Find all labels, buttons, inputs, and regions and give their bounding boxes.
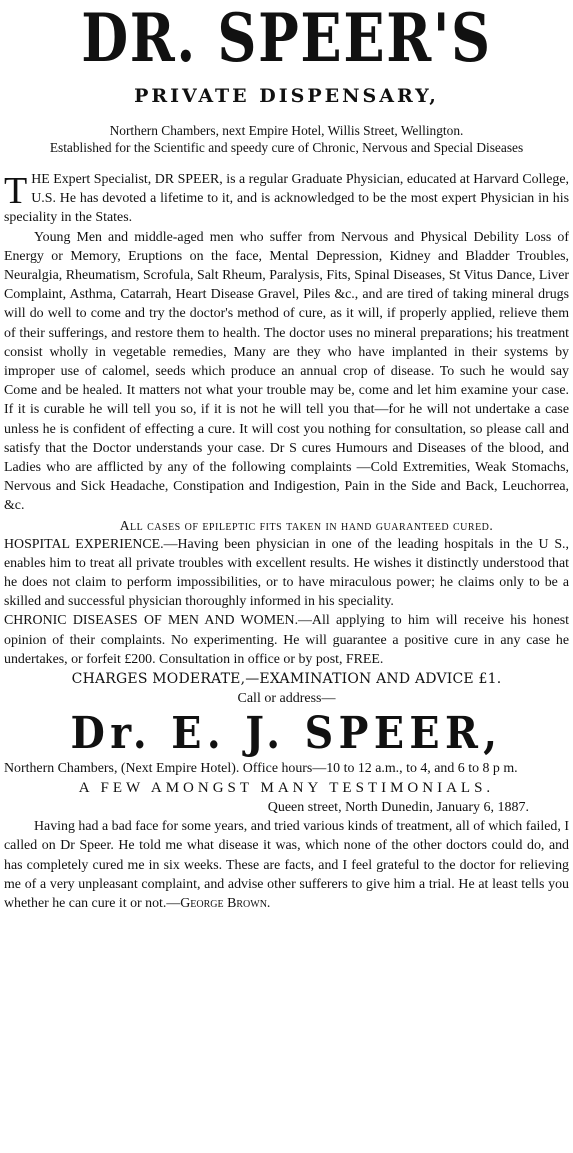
call-line: Call or address—: [237, 691, 336, 707]
charges-line: CHARGES MODERATE,—EXAMINATION AND ADVICE £1.: [71, 671, 502, 688]
address-line: Northern Chambers, next Empire Hotel, Willis Street, Wellington.: [109, 123, 464, 138]
doctor-name: Dr. E. J. SPEER,: [70, 708, 503, 760]
drop-cap: T: [4, 170, 28, 212]
testimonial-paragraph: [4, 817, 569, 913]
testimonial-signature: George Brown.: [180, 896, 271, 912]
conditions-paragraph: Young Men and middle-aged men who suffer from Nervous and Physical Debility Loss of Energy or Memory, Eruptions on the face, Mental Depression, Kidney and Bladder Troubles, Neuralgia, Rheumatism, Scrofula, Salt Rheum, Paralysis, Fits, Spinal Diseases, St Vitus Dance, Liver Complaint, Asthma, Catarrah, Heart Disease Gravel, Piles &c., and are tired of taking mineral drugs will do well to come and try the doctor's method of cure, as it will, if properly applied, relieve them of their sufferings, and restore them to health. The doctor uses no mineral preparations; his treatment consist wholly in vegetable remedies, Many are they who have implanted in their systems by improper use of calomel, seeds which produce an annual crop of disease. To such he would say Come and be healed. It matters not what your trouble may be, come and let him examine your case. If it is curable he will tell you so, if it is not he will tell you that—for he will not undertake a case unless he is confident of effecting a cure. It will cost you nothing for consultation, so please call and satisfy that the Doctor understands your case. Dr S cures Humours and Diseases of the blood, and Ladies who are afflicted by any of the following complaints —Cold Extremities, Weak Stomachs, Nervous and Sick Headache, Constipation and Indigestion, Pain in the Side and Back, Leuchorrea, &c.: [4, 229, 569, 514]
epileptic-guarantee-line: All cases of epileptic fits taken in hand guaranteed cured.: [119, 517, 494, 533]
headline: DR. SPEER'S: [81, 0, 492, 77]
office-hours-paragraph: Northern Chambers, (Next Empire Hotel). Office hours—10 to 12 a.m., to 4, and 6 to 8 p m.: [4, 761, 518, 777]
subheadline: PRIVATE DISPENSARY,: [134, 85, 439, 107]
chronic-diseases-paragraph: CHRONIC DISEASES OF MEN AND WOMEN.—All applying to him will receive his honest opinion of their complaints. No experimenting. He will guarantee a positive cure in any case he undertakes, or forfeit £200. Consultation in office or by post, FREE.: [4, 613, 569, 667]
intro-text: HE Expert Specialist, DR SPEER, is a regular Graduate Physician, educated at Harvard College, U.S. He has devoted a lifetime to it, and is acknowledged to be the most expert Physician in his speciality in the States.: [4, 172, 569, 226]
testimonial-text: Having had a bad face for some years, and tried various kinds of treatment, all of which failed, I called on Dr Speer. He told me what disease it was, which none of the other doctors could do, and has completely cured me in six weeks. These are facts, and I feel grateful to the doctor for relieving me of a very unpleasant complaint, and advise other sufferers to give him a trial. He at least tells you whether he can cure it or not.—: [4, 819, 569, 912]
testimonial-dateline: Queen street, North Dunedin, January 6, 1887.: [267, 800, 529, 816]
established-line: Established for the Scientific and speedy cure of Chronic, Nervous and Special Diseases: [49, 140, 524, 155]
intro-paragraph: [4, 170, 569, 228]
hospital-experience-paragraph: HOSPITAL EXPERIENCE.—Having been physician in one of the leading hospitals in the U S., enables him to treat all private troubles with excellent results. He wishes it distinctly understood that he does not claim to perform impossibilities, or to have miraculous power; he claims only to be a skilled and successful physician thoroughly informed in his speciality.: [4, 536, 569, 610]
advertisement-body: [0, 170, 573, 913]
testimonials-heading: A FEW AMONGST MANY TESTIMONIALS.: [78, 780, 495, 797]
